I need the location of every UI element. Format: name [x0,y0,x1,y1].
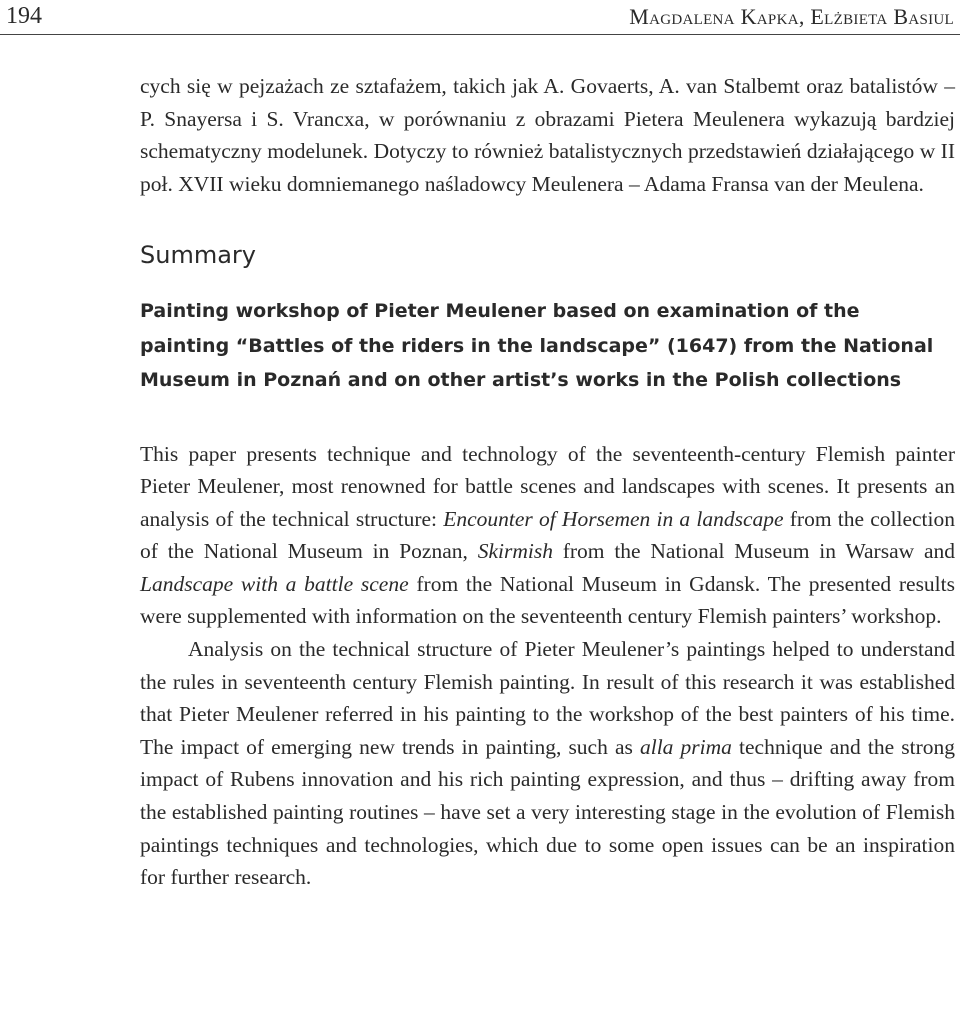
page-header [0,0,960,35]
summary-body [140,438,955,894]
intro-paragraph: cych się w pejzażach ze sztafażem, takich jak A. Govaerts, A. van Stalbemt oraz batalistów – P. Snayersa i S. Vrancxa, w porównaniu z obrazami Pietera Meulenera wykazują bardziej schematyczny modelunek. Dotyczy to również batalistycznych przedstawień działającego w II poł. XVII wieku domniemanego naśladowcy Meulenera – Adama Fransa van der Meulena. [140,74,955,196]
artwork-title-landscape-battle: Landscape with a battle scene [140,571,409,596]
text-segment: Analysis on the technical structure of Pieter Meulener’s paintings helped to understand the rules in seventeenth century Flemish painting. In result of this research it was established that Pieter Meulener referred in his painting to the workshop of the best painters of his time. The impact of emerging new trends in painting, such as [140,637,955,759]
artwork-title-encounter: Encounter of Horsemen in a landscape [443,506,784,531]
text-segment: from the National Museum in Warsaw and [552,539,955,564]
page-number: 194 [6,3,42,29]
text-segment: This paper presents technique and technology of the seventeenth-century Flemish painter Pieter Meulener, most renowned for battle scenes and landscapes with scenes. It presents an analysis of the technical structure: [140,441,955,531]
text-segment: from the collection of the National Museum in Poznan, [140,506,955,564]
summary-heading: Summary [140,241,256,269]
summary-title: Painting workshop of Pieter Meulener based on examination of the painting “Battles of the riders in the landscape” (1647) from the National Museum in Poznań and on other artist’s works in the Polish collections [140,300,934,391]
summary-paragraph-2 [140,633,955,894]
text-segment: from the National Museum in Gdansk. The presented results were supplemented with information on the seventeenth century Flemish painters’ workshop. [140,571,956,629]
artwork-title-skirmish: Skirmish [477,539,553,564]
text-segment: technique and the strong impact of Rubens innovation and his rich painting expression, and thus – drifting away from the established painting routines – have set a very interesting stage in the evolution of Flemish paintings techniques and technologies, which due to some open issues can be an inspiration for further research. [140,734,955,890]
page-content [140,70,955,894]
running-head-authors: Magdalena Kapka, Elżbieta Basiul [629,4,954,29]
summary-paragraph-1 [140,438,955,634]
technique-term-alla-prima: alla prima [639,734,732,759]
